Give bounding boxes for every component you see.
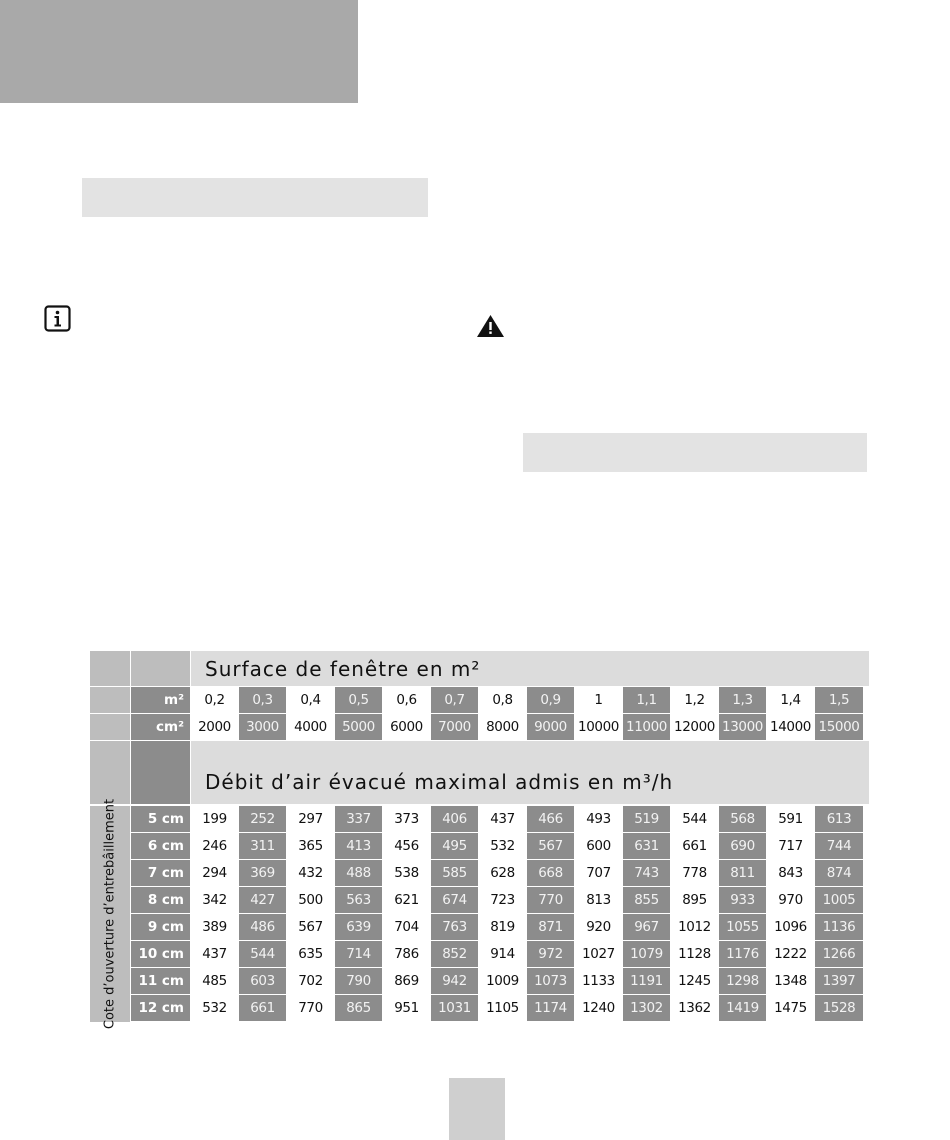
- table-cell: 704: [383, 914, 430, 940]
- flow-title: Débit d’air évacué maximal admis en m³/h: [191, 741, 869, 804]
- table-cell: 972: [527, 941, 574, 967]
- table-cell: 1105: [479, 995, 526, 1021]
- table-cell: 1027: [575, 941, 622, 967]
- table-cell: 1240: [575, 995, 622, 1021]
- table-cell: 1174: [527, 995, 574, 1021]
- side-label-column: [90, 798, 130, 1030]
- table-cell: 1176: [719, 941, 766, 967]
- table-cell: 1096: [767, 914, 814, 940]
- table-cell: 1419: [719, 995, 766, 1021]
- table-cell: 544: [671, 806, 718, 832]
- table-cell: 631: [623, 833, 670, 859]
- table-cell: 1,3: [719, 687, 766, 713]
- table-cell: 778: [671, 860, 718, 886]
- row-label: 11 cm: [131, 968, 190, 994]
- table-cell: 717: [767, 833, 814, 859]
- table-row: [130, 887, 863, 913]
- table-cell: 5000: [335, 714, 382, 740]
- table-cell: 8000: [479, 714, 526, 740]
- table-cell: 920: [575, 914, 622, 940]
- table-cell: 437: [479, 806, 526, 832]
- table-row: [130, 860, 863, 886]
- table-cell: 311: [239, 833, 286, 859]
- table-cell: 532: [191, 995, 238, 1021]
- row-label: 5 cm: [131, 806, 190, 832]
- cm2-row: [90, 714, 869, 740]
- table-cell: 9000: [527, 714, 574, 740]
- table-cell: 970: [767, 887, 814, 913]
- table-cell: 1302: [623, 995, 670, 1021]
- table-cell: 544: [239, 941, 286, 967]
- row-label: 8 cm: [131, 887, 190, 913]
- table-cell: 466: [527, 806, 574, 832]
- table-cell: 568: [719, 806, 766, 832]
- table-cell: 500: [287, 887, 334, 913]
- table-row: [130, 941, 863, 967]
- row-label: 12 cm: [131, 995, 190, 1021]
- table-cell: 635: [287, 941, 334, 967]
- table-cell: 532: [479, 833, 526, 859]
- cm2-label: cm²: [131, 714, 190, 740]
- table-cell: 538: [383, 860, 430, 886]
- table-cell: 967: [623, 914, 670, 940]
- table-cell: 0,9: [527, 687, 574, 713]
- table-cell: 855: [623, 887, 670, 913]
- table-cell: 951: [383, 995, 430, 1021]
- table-cell: 770: [287, 995, 334, 1021]
- table-cell: 13000: [719, 714, 766, 740]
- table-cell: 4000: [287, 714, 334, 740]
- table-cell: 770: [527, 887, 574, 913]
- table-cell: 942: [431, 968, 478, 994]
- table-cell: 668: [527, 860, 574, 886]
- table-cell: 763: [431, 914, 478, 940]
- table-cell: 1009: [479, 968, 526, 994]
- flow-header-row: [90, 741, 869, 804]
- table-cell: 495: [431, 833, 478, 859]
- header-block: [0, 0, 358, 103]
- table-cell: 1005: [815, 887, 863, 913]
- page-number-tab: [449, 1078, 505, 1140]
- table-cell: 871: [527, 914, 574, 940]
- table-cell: 252: [239, 806, 286, 832]
- table-cell: 674: [431, 887, 478, 913]
- table-cell: 613: [815, 806, 863, 832]
- table-cell: 843: [767, 860, 814, 886]
- table-cell: 1,2: [671, 687, 718, 713]
- row-label: 10 cm: [131, 941, 190, 967]
- table-cell: 714: [335, 941, 382, 967]
- table-cell: 0,3: [239, 687, 286, 713]
- table-cell: 437: [191, 941, 238, 967]
- table-cell: 563: [335, 887, 382, 913]
- table-header-row: [90, 651, 869, 686]
- table-cell: 2000: [191, 714, 238, 740]
- table-cell: 1348: [767, 968, 814, 994]
- row-label: 9 cm: [131, 914, 190, 940]
- table-cell: 786: [383, 941, 430, 967]
- warning-icon: [476, 314, 505, 338]
- m2-row: [90, 687, 869, 713]
- table-cell: 6000: [383, 714, 430, 740]
- table-row: [130, 806, 863, 832]
- table-cell: 585: [431, 860, 478, 886]
- table-cell: 0,7: [431, 687, 478, 713]
- table-cell: 1,4: [767, 687, 814, 713]
- table-cell: 0,5: [335, 687, 382, 713]
- table-cell: 10000: [575, 714, 622, 740]
- table-cell: 297: [287, 806, 334, 832]
- table-cell: 1073: [527, 968, 574, 994]
- table-cell: 567: [527, 833, 574, 859]
- table-cell: 591: [767, 806, 814, 832]
- table-cell: 432: [287, 860, 334, 886]
- table-cell: 1191: [623, 968, 670, 994]
- airflow-table: [90, 651, 869, 1030]
- table-cell: 1: [575, 687, 622, 713]
- table-cell: 456: [383, 833, 430, 859]
- table-cell: 485: [191, 968, 238, 994]
- table-cell: 413: [335, 833, 382, 859]
- table-cell: 1079: [623, 941, 670, 967]
- table-cell: 3000: [239, 714, 286, 740]
- table-cell: 1133: [575, 968, 622, 994]
- table-cell: 811: [719, 860, 766, 886]
- table-cell: 743: [623, 860, 670, 886]
- row-label: 7 cm: [131, 860, 190, 886]
- table-cell: 600: [575, 833, 622, 859]
- table-cell: 1031: [431, 995, 478, 1021]
- table-cell: 1012: [671, 914, 718, 940]
- table-cell: 14000: [767, 714, 814, 740]
- table-cell: 199: [191, 806, 238, 832]
- table-cell: 874: [815, 860, 863, 886]
- table-cell: 813: [575, 887, 622, 913]
- table-cell: 0,2: [191, 687, 238, 713]
- table-cell: 1362: [671, 995, 718, 1021]
- table-cell: 493: [575, 806, 622, 832]
- table-cell: 567: [287, 914, 334, 940]
- table-cell: 12000: [671, 714, 718, 740]
- table-row: [130, 968, 863, 994]
- table-cell: 294: [191, 860, 238, 886]
- table-cell: 702: [287, 968, 334, 994]
- table-cell: 1397: [815, 968, 863, 994]
- table-cell: 865: [335, 995, 382, 1021]
- table-cell: 690: [719, 833, 766, 859]
- table-cell: 1298: [719, 968, 766, 994]
- info-icon: [44, 305, 71, 332]
- table-cell: 661: [239, 995, 286, 1021]
- table-row: [130, 995, 863, 1021]
- table-row: [130, 914, 863, 940]
- table-cell: 519: [623, 806, 670, 832]
- table-cell: 869: [383, 968, 430, 994]
- table-cell: 1475: [767, 995, 814, 1021]
- table-cell: 369: [239, 860, 286, 886]
- row-label: 6 cm: [131, 833, 190, 859]
- m2-label: m²: [131, 687, 190, 713]
- table-cell: 373: [383, 806, 430, 832]
- table-cell: 15000: [815, 714, 863, 740]
- section-bar: [523, 433, 867, 472]
- table-cell: 744: [815, 833, 863, 859]
- table-cell: 1055: [719, 914, 766, 940]
- table-cell: 0,6: [383, 687, 430, 713]
- table-cell: 661: [671, 833, 718, 859]
- table-cell: 11000: [623, 714, 670, 740]
- table-cell: 639: [335, 914, 382, 940]
- table-cell: 1,5: [815, 687, 863, 713]
- table-cell: 621: [383, 887, 430, 913]
- table-cell: 342: [191, 887, 238, 913]
- table-cell: 1,1: [623, 687, 670, 713]
- table-cell: 488: [335, 860, 382, 886]
- table-cell: 1245: [671, 968, 718, 994]
- table-cell: 365: [287, 833, 334, 859]
- table-cell: 914: [479, 941, 526, 967]
- table-cell: 7000: [431, 714, 478, 740]
- table-cell: 246: [191, 833, 238, 859]
- table-cell: 895: [671, 887, 718, 913]
- table-cell: 1222: [767, 941, 814, 967]
- table-cell: 790: [335, 968, 382, 994]
- side-label: Cote d’ouverture d’entrebâillement: [102, 798, 118, 1030]
- table-cell: 1136: [815, 914, 863, 940]
- table-cell: 486: [239, 914, 286, 940]
- table-cell: 337: [335, 806, 382, 832]
- table-cell: 933: [719, 887, 766, 913]
- table-cell: 0,8: [479, 687, 526, 713]
- table-cell: 1528: [815, 995, 863, 1021]
- table-cell: 603: [239, 968, 286, 994]
- table-cell: 1128: [671, 941, 718, 967]
- table-cell: 0,4: [287, 687, 334, 713]
- table-cell: 628: [479, 860, 526, 886]
- table-cell: 427: [239, 887, 286, 913]
- table-cell: 819: [479, 914, 526, 940]
- section-bar: [82, 178, 428, 217]
- surface-title: Surface de fenêtre en m²: [191, 651, 869, 686]
- table-cell: 707: [575, 860, 622, 886]
- table-cell: 723: [479, 887, 526, 913]
- table-cell: 1266: [815, 941, 863, 967]
- table-cell: 389: [191, 914, 238, 940]
- table-cell: 406: [431, 806, 478, 832]
- table-row: [130, 833, 863, 859]
- table-cell: 852: [431, 941, 478, 967]
